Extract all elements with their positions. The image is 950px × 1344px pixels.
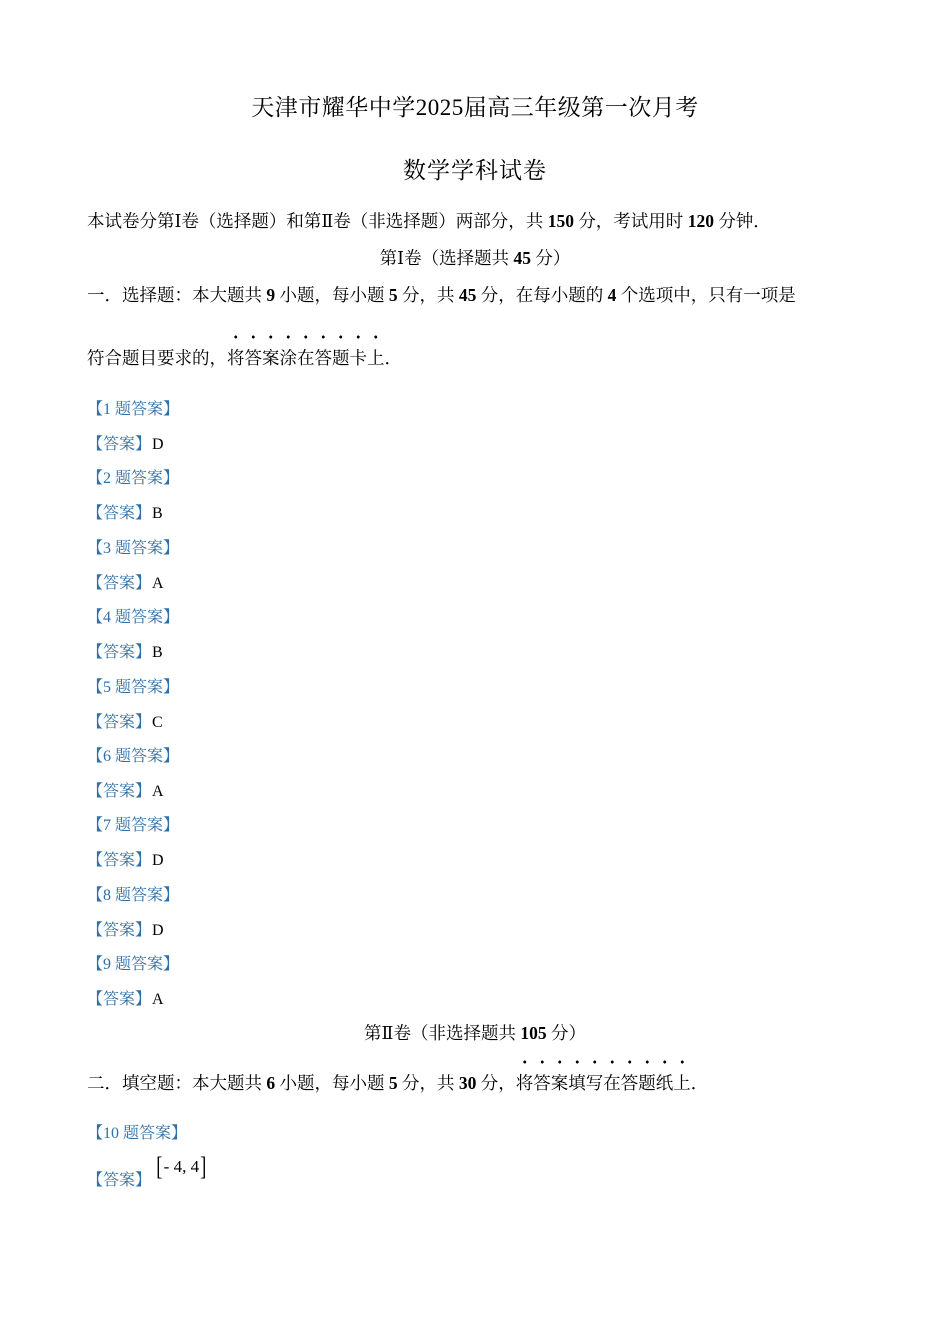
q10-answer-value — [155, 1152, 208, 1182]
part1-instruction-line2 — [87, 345, 402, 370]
q1-answer — [87, 431, 164, 454]
heading-text: 分） — [530, 248, 571, 268]
answer-value: D — [152, 922, 164, 939]
instr-text: ． — [690, 1073, 709, 1093]
q9-label: 【9 题答案】 — [87, 956, 180, 973]
heading-text: 分） — [546, 1023, 586, 1043]
instr-text: 个选项中，只有一项是 — [616, 285, 796, 305]
answer-value: A — [152, 575, 164, 592]
instr-text: 小题，每小题 — [275, 285, 389, 305]
answer-tag: 【答案】 — [87, 505, 152, 522]
q2-label: 【2 题答案】 — [87, 470, 180, 487]
q2-answer — [87, 500, 163, 523]
intro-paragraph — [87, 208, 771, 233]
part2-score: 105 — [520, 1023, 547, 1043]
answer-tag: 【答案】 — [87, 714, 152, 731]
instr-number: 4 — [607, 285, 617, 305]
q6-answer — [87, 778, 164, 801]
instr-number: 30 — [458, 1073, 477, 1093]
answer-value: A — [152, 783, 164, 800]
answer-tag: 【答案】 — [87, 783, 152, 800]
answer-tag: 【答案】 — [87, 575, 152, 592]
instr-number: 5 — [388, 285, 398, 305]
answer-value: D — [152, 436, 164, 453]
instr-text: ． — [384, 348, 402, 368]
page-subtitle: 数学学科试卷 — [403, 158, 547, 183]
q3-answer — [87, 570, 164, 593]
heading-text: 第Ⅰ卷（选择题共 — [379, 248, 514, 268]
q4-answer — [87, 639, 163, 662]
q3-label: 【3 题答案】 — [87, 540, 180, 557]
part2-instruction — [87, 1070, 708, 1095]
q5-label: 【5 题答案】 — [87, 679, 180, 696]
instr-number: 45 — [458, 285, 477, 305]
answer-tag: 【答案】 — [87, 852, 152, 869]
bracket-open: [ — [156, 1152, 163, 1181]
instr-number: 5 — [388, 1073, 398, 1093]
q10-answer-tag: 【答案】 — [87, 1172, 152, 1189]
instr-text: 分，共 — [397, 1073, 459, 1093]
q7-label: 【7 题答案】 — [87, 817, 180, 834]
answer-value: B — [152, 644, 163, 661]
part1-score: 45 — [513, 248, 531, 268]
q6-label: 【6 题答案】 — [87, 748, 180, 765]
emphasis-text: 将答案填写在答题纸上 — [516, 1070, 691, 1095]
answer-tag: 【答案】 — [87, 644, 152, 661]
q8-answer — [87, 917, 164, 940]
instr-text: 分， — [476, 1073, 516, 1093]
q1-label: 【1 题答案】 — [87, 401, 180, 418]
answer-tag: 【答案】 — [87, 922, 152, 939]
q4-label: 【4 题答案】 — [87, 609, 180, 626]
instr-text: 分，共 — [397, 285, 459, 305]
instr-text: 符合题目要求的， — [87, 348, 227, 368]
answer-value: A — [152, 991, 164, 1008]
part1-heading — [0, 245, 950, 270]
intro-text: 分钟． — [713, 211, 771, 231]
heading-text: 第Ⅱ卷（非选择题共 — [364, 1023, 521, 1043]
part2-heading — [0, 1020, 950, 1045]
instr-text: 小题，每小题 — [275, 1073, 389, 1093]
answer-tag: 【答案】 — [87, 436, 152, 453]
instr-number: 9 — [266, 285, 276, 305]
q5-answer — [87, 709, 163, 732]
instr-text: 一．选择题：本大题共 — [87, 285, 267, 305]
interval-value: - 4, 4 — [163, 1157, 200, 1176]
answer-tag: 【答案】 — [87, 991, 152, 1008]
intro-text: 本试卷分第Ⅰ卷（选择题）和第Ⅱ卷（非选择题）两部分，共 — [87, 211, 548, 231]
instr-text: 分，在每小题的 — [476, 285, 608, 305]
instr-number: 6 — [266, 1073, 276, 1093]
q10-label: 【10 题答案】 — [87, 1125, 188, 1142]
intro-text: 分，考试用时 — [573, 211, 688, 231]
intro-time: 120 — [687, 211, 714, 231]
page-title: 天津市耀华中学2025届高三年级第一次月考 — [251, 95, 699, 120]
answer-value: B — [152, 505, 163, 522]
answer-value: C — [152, 714, 163, 731]
emphasis-text: 将答案涂在答题卡上 — [227, 345, 385, 370]
q8-label: 【8 题答案】 — [87, 887, 180, 904]
intro-score: 150 — [547, 211, 574, 231]
q9-answer — [87, 986, 164, 1009]
q7-answer — [87, 847, 164, 870]
part1-instruction — [87, 282, 796, 307]
answer-value: D — [152, 852, 164, 869]
instr-text: 二．填空题：本大题共 — [87, 1073, 267, 1093]
bracket-close: ] — [200, 1152, 207, 1181]
